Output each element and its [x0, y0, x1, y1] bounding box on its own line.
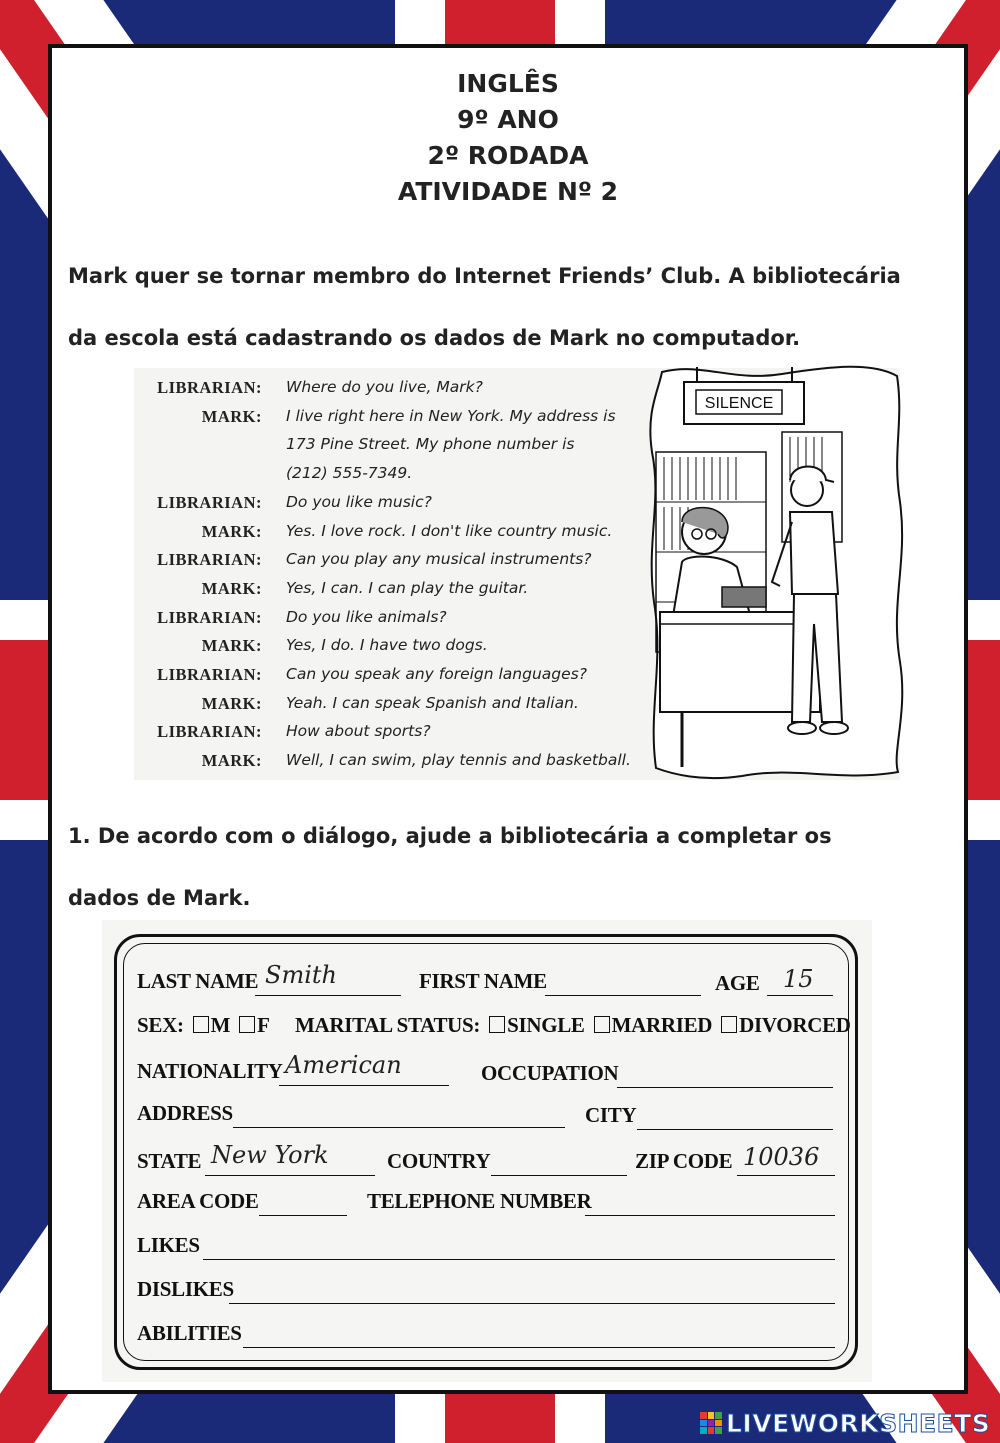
age-field[interactable]: [767, 995, 833, 996]
zip-code-value: 10036: [743, 1143, 820, 1171]
sex-row: [137, 1013, 270, 1038]
dialog-speaker: LIBRARIAN:: [157, 378, 262, 397]
country-field[interactable]: [491, 1175, 627, 1176]
nationality-label: NATIONALITY: [137, 1059, 283, 1083]
last-name-value: Smith: [265, 961, 337, 989]
address-label: ADDRESS: [137, 1101, 233, 1125]
first-name-label: FIRST NAME: [419, 969, 547, 993]
sex-m-label: M: [210, 1013, 231, 1037]
sex-f-checkbox[interactable]: [239, 1016, 255, 1033]
divorced-label: DIVORCED: [739, 1013, 851, 1037]
dialog-speaker: MARK:: [201, 693, 262, 713]
dialog-text: Yes. I love rock. I don't like country music.: [286, 521, 613, 540]
zip-code-label: ZIP CODE: [635, 1149, 733, 1173]
country-label: COUNTRY: [387, 1149, 491, 1173]
liveworksheets-logo: [700, 1408, 990, 1438]
nationality-field[interactable]: [279, 1085, 449, 1086]
state-field[interactable]: [205, 1175, 375, 1176]
state-label: STATE: [137, 1149, 202, 1173]
dialog-speaker: LIBRARIAN:: [157, 665, 262, 684]
dialog-speaker: LIBRARIAN:: [157, 492, 262, 512]
occupation-field[interactable]: [617, 1087, 833, 1088]
intro-line-1: Mark quer se tornar membro do Internet Friends’ Club. A bibliotecária: [68, 264, 901, 288]
heading-grade: 9º ANO: [457, 105, 559, 134]
dialog-text: Can you play any musical instruments?: [286, 550, 592, 569]
logo-text: LIVEWORKSHEETS: [726, 1408, 991, 1438]
dialog-text: How about sports?: [286, 722, 431, 741]
dialog-text: Yes, I can. I can play the guitar.: [286, 578, 529, 597]
age-value: 15: [783, 965, 814, 993]
question-line-1: 1. De acordo com o diálogo, ajude a bibliotecária a completar os: [68, 824, 832, 848]
dialog-speaker: MARK:: [201, 521, 262, 541]
dialog-speaker: LIBRARIAN:: [157, 550, 262, 570]
registration-form: [114, 934, 858, 1370]
logo-grid-icon: [700, 1412, 722, 1434]
age-label: AGE: [715, 971, 760, 995]
abilities-field[interactable]: [243, 1347, 835, 1348]
heading-subject: INGLÊS: [457, 69, 559, 98]
sex-m-checkbox[interactable]: [193, 1016, 209, 1033]
dialog-text: Where do you live, Mark?: [286, 378, 483, 396]
heading-activity: ATIVIDADE Nº 2: [397, 177, 619, 206]
marital-status-label: MARITAL STATUS:: [295, 1013, 481, 1037]
telephone-label: TELEPHONE NUMBER: [367, 1189, 592, 1213]
married-checkbox[interactable]: [594, 1016, 610, 1033]
state-value: New York: [211, 1141, 329, 1169]
sex-label: SEX:: [137, 1013, 184, 1037]
dialog-speaker: MARK:: [201, 751, 262, 771]
dialog-speaker: MARK:: [201, 406, 262, 426]
likes-label: LIKES: [137, 1233, 200, 1257]
first-name-field[interactable]: [545, 995, 701, 996]
occupation-label: OCCUPATION: [481, 1061, 619, 1085]
silence-sign-text: SILENCE: [704, 395, 774, 412]
single-label: SINGLE: [507, 1013, 585, 1037]
address-field[interactable]: [233, 1127, 565, 1128]
intro-line-2: da escola está cadastrando os dados de Mark no computador.: [68, 326, 801, 350]
area-code-label: AREA CODE: [137, 1189, 259, 1213]
single-checkbox[interactable]: [489, 1016, 505, 1033]
dialog-text: I live right here in New York. My address is: [286, 406, 616, 425]
dislikes-field[interactable]: [229, 1303, 835, 1304]
dialog-speaker: MARK:: [201, 578, 262, 598]
likes-field[interactable]: [203, 1259, 835, 1260]
abilities-label: ABILITIES: [137, 1321, 242, 1345]
dialog-text: Can you speak any foreign languages?: [286, 665, 587, 683]
heading-round: 2º RODADA: [427, 141, 589, 170]
telephone-field[interactable]: [585, 1215, 835, 1216]
dialog-text: Do you like music?: [286, 492, 432, 511]
question-line-2: dados de Mark.: [68, 886, 251, 910]
city-field[interactable]: [637, 1129, 833, 1130]
dialog-text: Well, I can swim, play tennis and basketball.: [286, 751, 631, 770]
dialog-text: (212) 555-7349.: [286, 464, 413, 483]
library-illustration: [642, 362, 910, 782]
city-label: CITY: [585, 1103, 637, 1127]
dialog-speaker: MARK:: [201, 636, 262, 656]
last-name-field[interactable]: [255, 995, 401, 996]
zip-code-field[interactable]: [737, 1175, 835, 1176]
dislikes-label: DISLIKES: [137, 1277, 234, 1301]
worksheet-page: [48, 44, 968, 1394]
dialog-text: Yes, I do. I have two dogs.: [286, 636, 488, 655]
marital-row: [295, 1013, 851, 1038]
divorced-checkbox[interactable]: [721, 1016, 737, 1033]
dialog-text: Do you like animals?: [286, 607, 447, 626]
married-label: MARRIED: [611, 1013, 713, 1037]
sex-f-label: F: [257, 1013, 270, 1037]
last-name-label: LAST NAME: [137, 969, 259, 993]
dialog-speaker: LIBRARIAN:: [157, 607, 262, 627]
dialog-text: Yeah. I can speak Spanish and Italian.: [286, 693, 579, 712]
dialog-text: 173 Pine Street. My phone number is: [286, 435, 575, 454]
dialog-speaker: LIBRARIAN:: [157, 722, 262, 742]
nationality-value: American: [285, 1051, 402, 1079]
area-code-field[interactable]: [259, 1215, 347, 1216]
